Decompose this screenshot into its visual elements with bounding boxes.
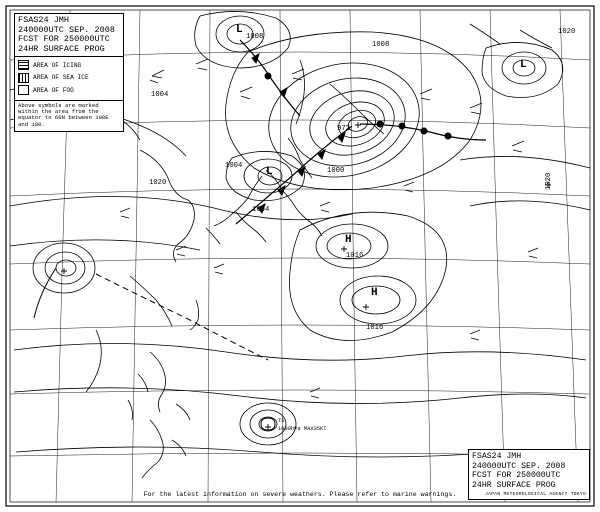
header-title (15, 14, 123, 57)
high-center-marker: H (345, 234, 352, 246)
tropical-storm-detail: 1000hPa MAX35KT (278, 426, 327, 432)
isobar-label: 1020 (149, 179, 167, 187)
high-center-marker: H (371, 287, 378, 299)
header-line-1: FSAS24 JMH (18, 15, 70, 25)
low-center-marker: L (266, 166, 273, 178)
low-center-marker: L (236, 24, 243, 36)
severe-weather-notice: For the latest information on severe weathers. Please refer to marine warnings. (143, 491, 457, 498)
legend-label-fog: AREA OF FOG (33, 86, 74, 94)
low-center-pressure-label: 972 (337, 125, 350, 133)
high-center-pressure-label: 1016 (346, 252, 364, 260)
isobar-label: 1008 (246, 33, 264, 41)
isobar-label: 1004 (151, 91, 169, 99)
low-center-marker: L (520, 59, 527, 71)
footer-line-1: FSAS24 JMH (472, 452, 522, 462)
footer-line-4: 24HR SURFACE PROG (472, 480, 556, 490)
legend-list (15, 57, 123, 100)
legend-item-fog (18, 85, 120, 95)
legend-item-icing (18, 60, 120, 70)
isobar-label: 1020 (558, 28, 576, 36)
issuing-agency-label: JAPAN METEOROLOGICAL AGENCY TOKYO (485, 492, 586, 497)
isobar-label: 1008 (372, 41, 390, 49)
header-line-4: 24HR SURFACE PROG (18, 43, 105, 54)
isobar-label: 1004 (225, 162, 243, 170)
isobar-label: 1004 (252, 206, 270, 214)
legend-item-sea-ice (18, 73, 120, 83)
legend-note: Above symbols are marked within the area from the equator to 60N between 100E and 180. (15, 100, 123, 132)
footer-line-3: FCST FOR 250000UTC (472, 471, 561, 481)
fog-swatch-icon (18, 85, 29, 95)
icing-swatch-icon (18, 60, 29, 70)
legend-label-sea-ice: AREA OF SEA ICE (33, 74, 89, 81)
high-center-pressure-label: 1016 (366, 324, 384, 332)
header-line-2: 240000UTC SEP. 2008 (18, 24, 115, 35)
footer-title (469, 450, 589, 492)
header-line-3: FCST FOR 250000UTC (18, 34, 110, 44)
chart-header-panel (14, 13, 124, 132)
footer-line-2: 240000UTC SEP. 2008 (472, 461, 566, 471)
legend-label-icing: AREA OF ICING (33, 61, 82, 69)
tropical-storm-label: TS (278, 418, 285, 424)
sea-ice-swatch-icon (18, 73, 29, 83)
isobar-label: 1000 (327, 167, 345, 175)
isobar-label: 1020 (545, 172, 553, 190)
